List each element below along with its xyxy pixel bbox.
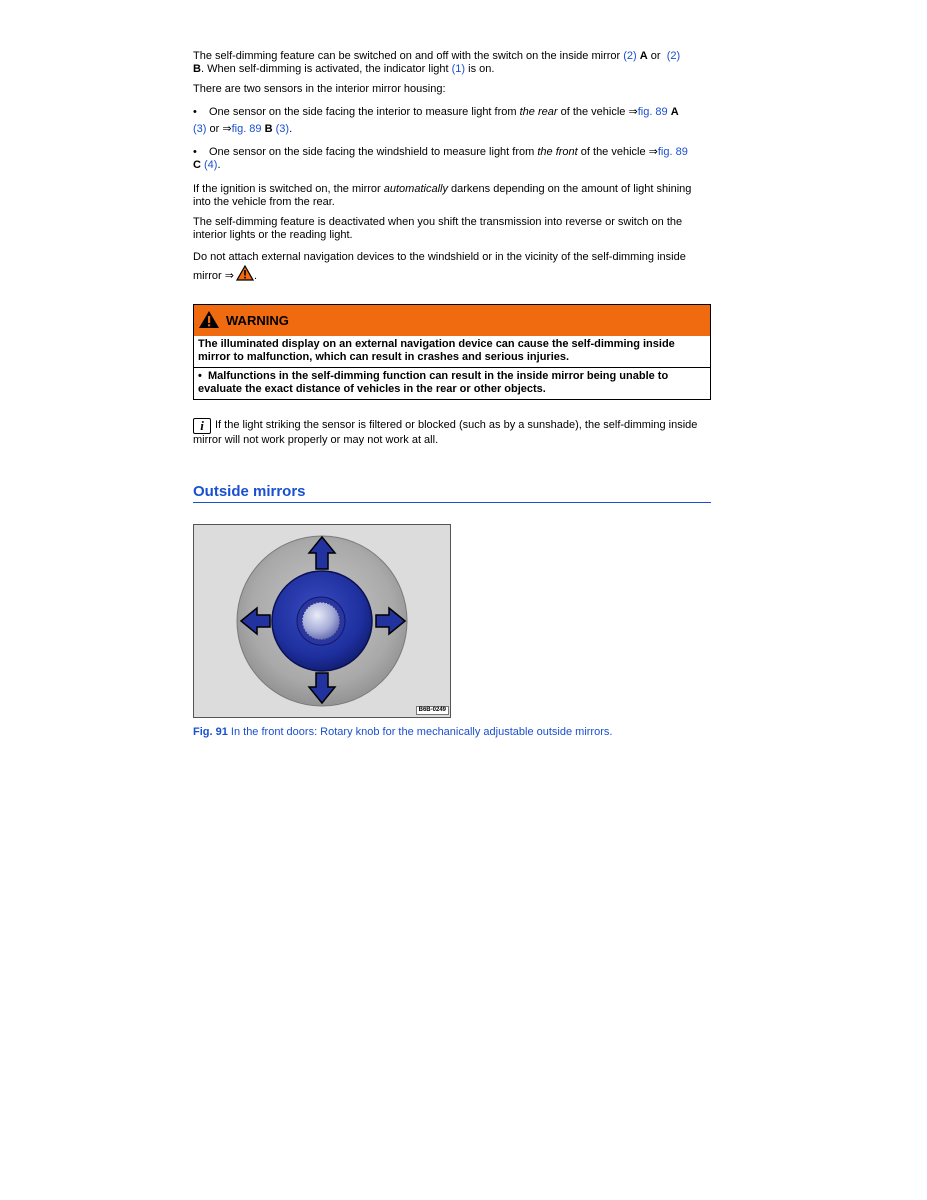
figure-code: B6B-0249: [416, 706, 449, 715]
letter-a: A: [670, 106, 679, 118]
figure-caption: [193, 726, 711, 738]
text: or: [650, 50, 661, 62]
figure-number: Fig. 91: [193, 726, 228, 738]
paragraph-deactivation: The self-dimming feature is deactivated when you shift the transmission into reverse or switch on the interior lights or the reading light.: [193, 216, 683, 241]
ref-2-link[interactable]: (2): [623, 50, 637, 62]
warning-header: [194, 305, 710, 336]
paragraph-navigation-devices: [193, 249, 711, 286]
paragraph-auto-darken: [193, 183, 711, 209]
warning-item: The illuminated display on an external navigation device can cause the self-dimming inside mirror to malfunction, which can result in crashes and serious injuries.: [198, 338, 675, 363]
ref-1-link[interactable]: (1): [451, 63, 466, 75]
text: darkens depending on the amount of light shining into the vehicle from the rear.: [193, 183, 692, 208]
letter-b: B: [264, 123, 273, 135]
warning-triangle-icon: [198, 310, 220, 332]
ref-3-link[interactable]: (3): [193, 123, 207, 135]
emphasis: the rear: [519, 106, 558, 118]
note-text: If the light striking the sensor is filtered or blocked (such as by a sunshade), the self-dimming inside mirror will not work properly or may not work at all.: [193, 419, 698, 446]
ref-4-link[interactable]: (4): [204, 159, 218, 171]
fig-89-link[interactable]: fig. 89: [657, 146, 688, 158]
text: . When self-dimming is activated, the indicator light: [200, 63, 449, 75]
page-content: [193, 50, 711, 738]
info-note: [193, 418, 711, 447]
text: .: [254, 270, 258, 282]
fig-89-link[interactable]: fig. 89: [637, 106, 668, 118]
letter-a: A: [639, 50, 648, 62]
bullet-front-sensor-continued: [193, 159, 711, 172]
text: or ⇒: [209, 123, 232, 135]
text: .: [217, 159, 221, 171]
text: Malfunctions in the self-dimming function can result in the inside mirror being unable to evaluate the exact distance of vehicles in the rear or other objects.: [198, 370, 669, 395]
paragraph-sensors-intro: There are two sensors in the interior mirror housing:: [193, 83, 446, 95]
warning-body: [194, 336, 710, 399]
caption-text: In the front doors: Rotary knob for the mechanically adjustable outside mirrors.: [230, 726, 613, 738]
text: of the vehicle ⇒: [580, 146, 658, 158]
text: is on.: [468, 63, 495, 75]
bullet-dot: •: [198, 370, 202, 382]
text: If the ignition is switched on, the mirror: [193, 183, 381, 195]
emphasis: the front: [537, 146, 578, 158]
bullet-dot: •: [193, 146, 197, 158]
section-title: Outside mirrors: [193, 483, 711, 503]
ref-2-link[interactable]: (2): [666, 50, 681, 62]
bullet-rear-sensor-continued: [193, 123, 711, 136]
letter-b: B: [193, 63, 201, 75]
bullet-dot: •: [193, 106, 197, 118]
warning-item: [198, 370, 706, 396]
ref-3-link[interactable]: (3): [275, 123, 290, 135]
text: The self-dimming feature can be switched on and off with the switch on the inside mirror: [193, 50, 621, 62]
fig-89-link[interactable]: fig. 89: [231, 123, 262, 135]
emphasis: automatically: [383, 183, 448, 195]
text: One sensor on the side facing the interior to measure light from: [209, 106, 517, 118]
warning-triangle-icon[interactable]: [236, 265, 254, 286]
text: Do not attach external navigation devices to the windshield or in the vicinity of the self-dimming inside mirror ⇒: [193, 251, 686, 282]
letter-c: C: [193, 159, 201, 171]
paragraph-self-dimming-switch: [193, 50, 711, 76]
figure-rotary-knob: [193, 524, 451, 718]
warning-box: [193, 304, 711, 400]
warning-title: WARNING: [226, 313, 289, 328]
text: .: [289, 123, 293, 135]
bullet-front-sensor: [193, 146, 711, 159]
text: One sensor on the side facing the windshield to measure light from: [209, 146, 535, 158]
text: of the vehicle ⇒: [560, 106, 638, 118]
info-icon: i: [193, 418, 211, 434]
divider: [194, 367, 710, 368]
rotary-knob-illustration: [194, 525, 450, 717]
bullet-rear-sensor: [193, 106, 711, 119]
